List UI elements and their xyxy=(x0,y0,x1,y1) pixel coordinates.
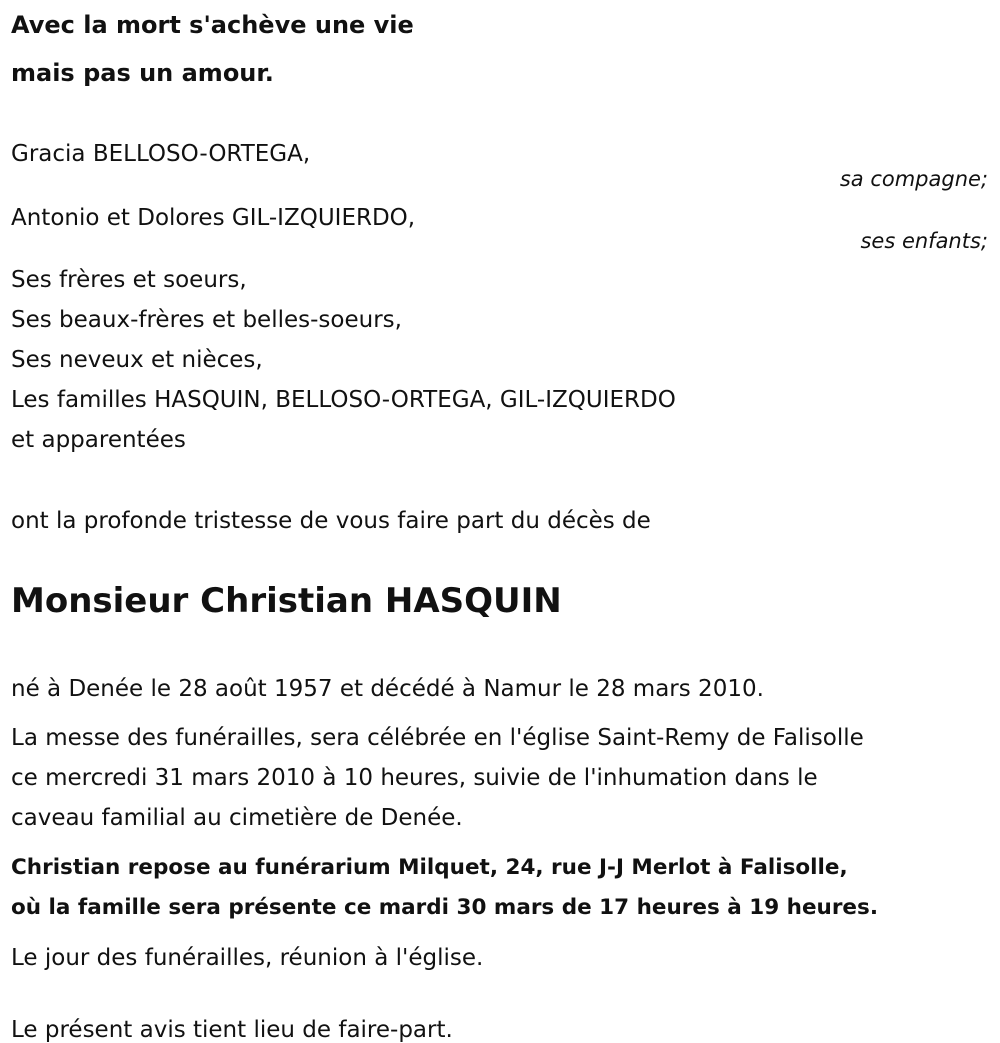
birth-death-text: né à Denée le 28 août 1957 et décédé à Namur le 28 mars 2010. xyxy=(11,676,764,702)
companion-role: sa compagne; xyxy=(839,167,988,191)
family-line: Ses neveux et nièces, xyxy=(11,347,263,373)
viewing-line-2: où la famille sera présente ce mardi 30 mars de 17 heures à 19 heures. xyxy=(11,895,878,920)
notice-text: Le présent avis tient lieu de faire-part. xyxy=(11,1017,453,1043)
epigraph-line-1: Avec la mort s'achève une vie xyxy=(11,11,414,39)
funeral-line-3: caveau familial au cimetière de Denée. xyxy=(11,805,463,831)
deceased-name: Monsieur Christian HASQUIN xyxy=(11,581,562,621)
family-line: Les familles HASQUIN, BELLOSO-ORTEGA, GIL-IZQUIERDO xyxy=(11,387,676,413)
children-names: Antonio et Dolores GIL-IZQUIERDO, xyxy=(11,205,416,231)
announcement-text: ont la profonde tristesse de vous faire part du décès de xyxy=(11,508,651,534)
viewing-line-1: Christian repose au funérarium Milquet, 24, rue J-J Merlot à Falisolle, xyxy=(11,855,848,880)
children-role: ses enfants; xyxy=(860,229,988,253)
funeral-line-2: ce mercredi 31 mars 2010 à 10 heures, suivie de l'inhumation dans le xyxy=(11,765,818,791)
funeral-line-1: La messe des funérailles, sera célébrée en l'église Saint-Remy de Falisolle xyxy=(11,725,864,751)
family-line: et apparentées xyxy=(11,427,186,453)
meeting-text: Le jour des funérailles, réunion à l'église. xyxy=(11,945,484,971)
epigraph-line-2: mais pas un amour. xyxy=(11,59,274,87)
companion-name: Gracia BELLOSO-ORTEGA, xyxy=(11,141,311,167)
family-line: Ses frères et soeurs, xyxy=(11,267,247,293)
family-line: Ses beaux-frères et belles-soeurs, xyxy=(11,307,402,333)
